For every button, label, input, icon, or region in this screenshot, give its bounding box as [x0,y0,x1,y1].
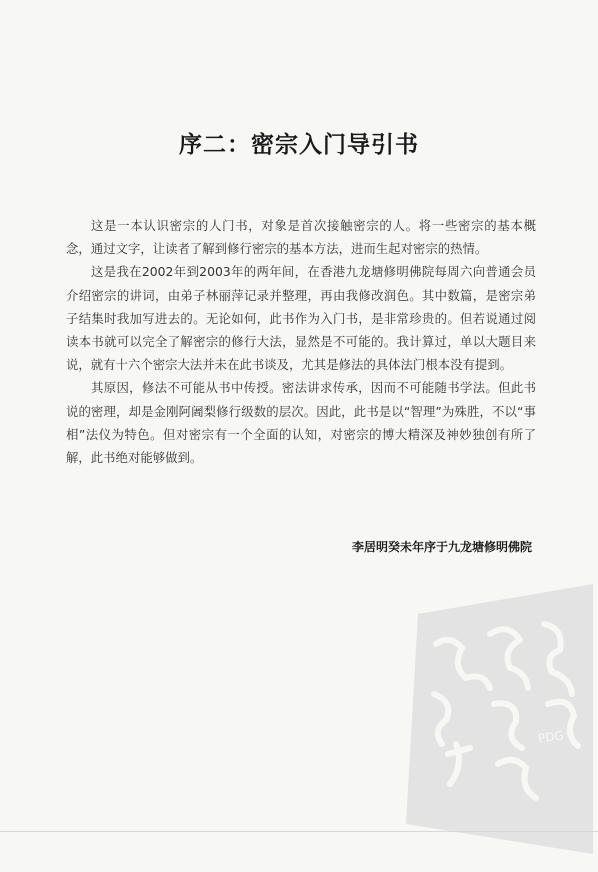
signature-line: 李居明癸未年序于九龙塘修明佛院 [351,540,532,554]
watermark-seal [398,584,593,854]
paragraph-3: 其原因，修法不可能从书中传授。密法讲求传承，因而不可能随书学法。但此书说的密理，却是金刚阿阇梨修行级数的层次。因此，此书是以“智理”为殊胜，不以“事相”法仪为特色。但对密宗有一个全面的认知，对密宗的博大精深及神妙独创有所了解，此书绝对能够做到。 [66,380,536,466]
watermark-logo-text: PDG [537,728,565,746]
body-text [66,214,536,469]
chapter-title: 序二：密宗入门导引书 [179,131,419,158]
paragraph-1: 这是一本认识密宗的人门书，对象是首次接触密宗的人。将一些密宗的基本概念，通过文字，让读者了解到修行密宗的基本方法，进而生起对密宗的热情。 [66,218,536,257]
paragraph-2: 这是我在2002年到2003年的两年间，在香港九龙塘修明佛院每周六向普通会员介绍密宗的讲词，由弟子林丽萍记录并整理，再由我修改润色。其中数篇，是密宗弟子结集时我加写进去的。无论如何，此书作为入门书，是非常珍贵的。但若说通过阅读本书就可以完全了解密宗的修行大法，显然是不可能的。我计算过，单以大题目来说，就有十六个密宗大法并未在此书谈及，尤其是修法的具体法门根本没有提到。 [66,264,536,373]
footer-rule [0,831,598,832]
